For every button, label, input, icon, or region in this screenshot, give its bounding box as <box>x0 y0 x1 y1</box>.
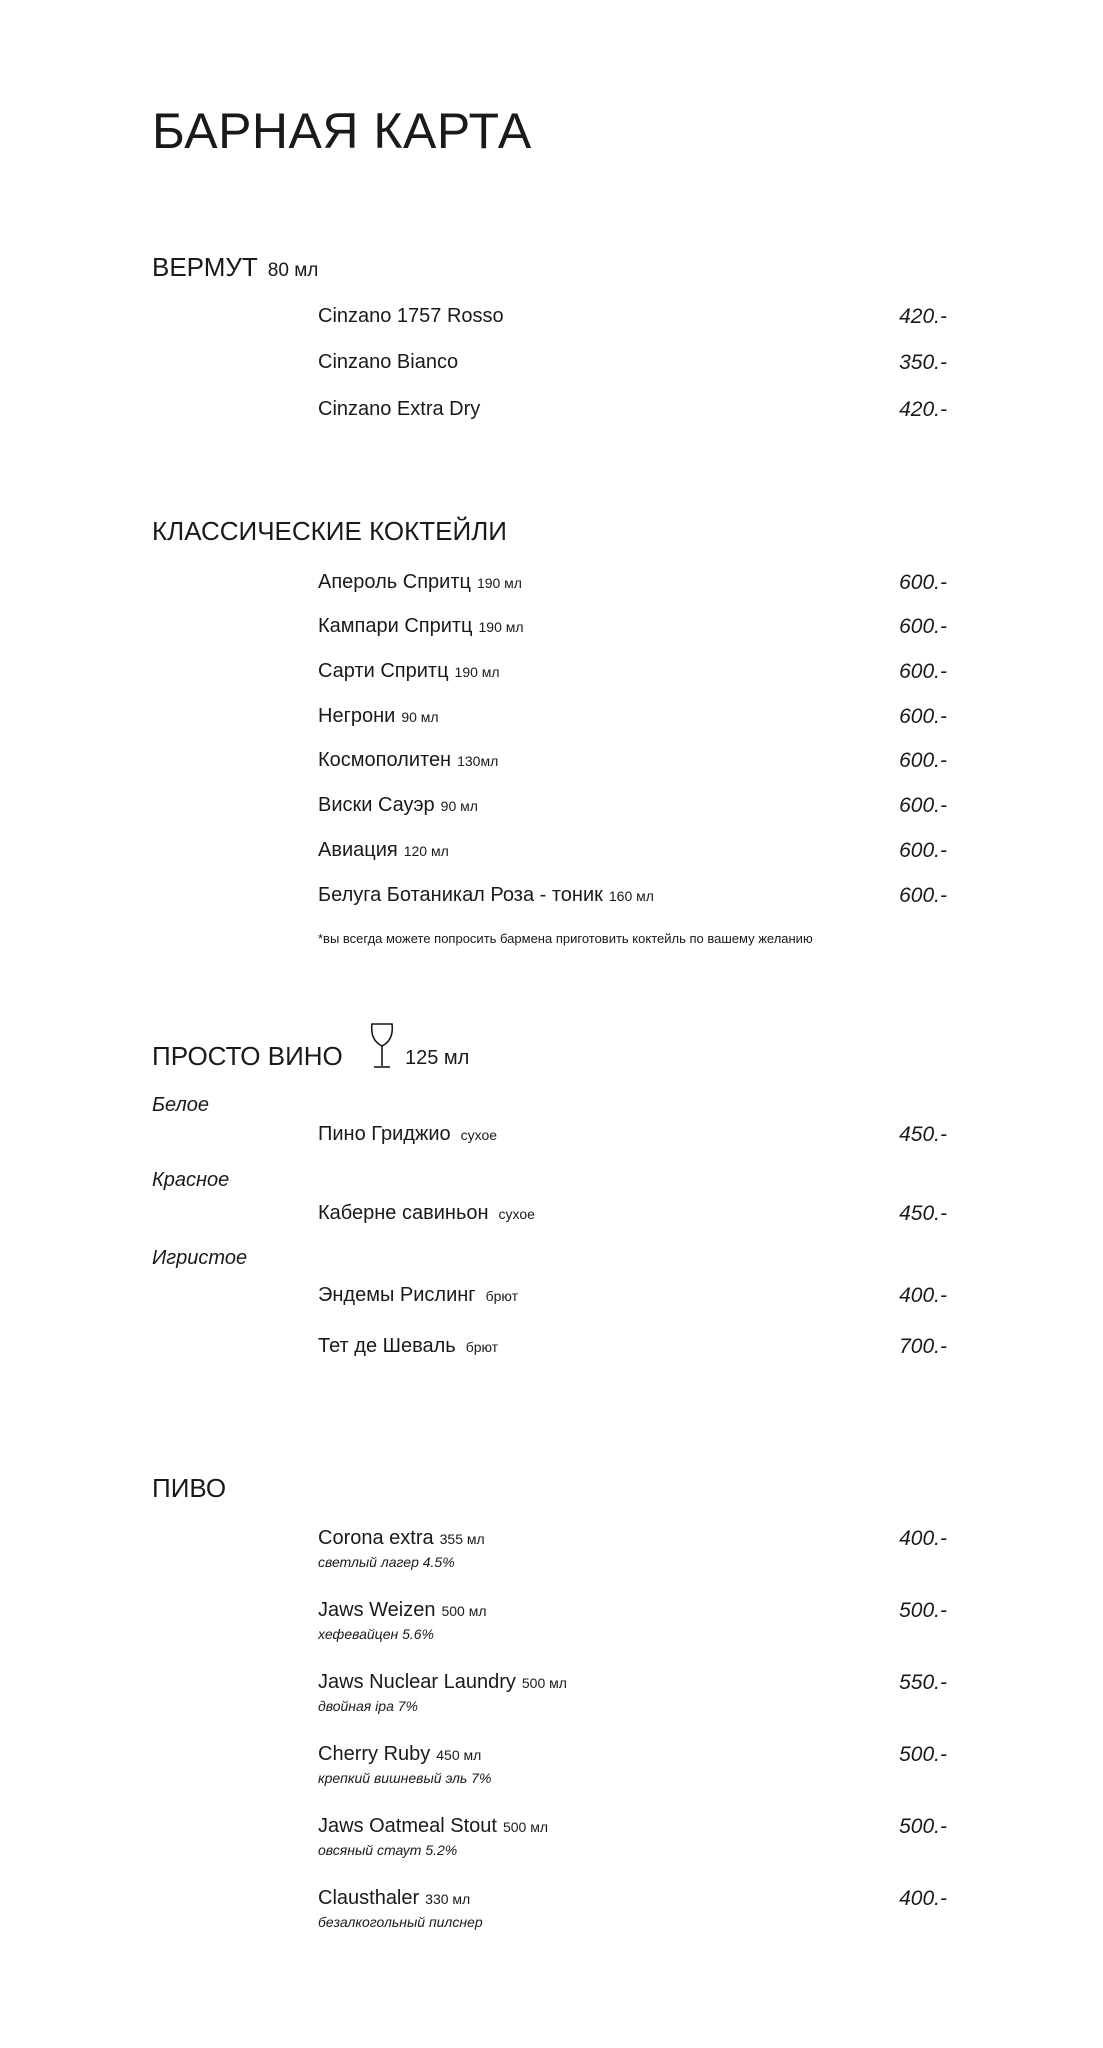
menu-item-name: Cinzano Extra Dry <box>318 398 481 420</box>
menu-item-name: Cinzano Bianco <box>318 351 459 373</box>
menu-item-name: Cinzano 1757 Rosso <box>318 305 504 327</box>
item-volume: 190 мл <box>478 619 524 635</box>
item-volume: 190 мл <box>454 664 500 680</box>
menu-item-price: 420.- <box>899 398 947 421</box>
menu-item-name: Clausthaler 330 мл <box>318 1887 471 1909</box>
beer-style: безалкогольный пилснер <box>318 1914 483 1930</box>
menu-item-name: Негрони 90 мл <box>318 705 439 727</box>
wine-category-label: Белое <box>152 1094 210 1116</box>
menu-item-price: 600.- <box>899 839 947 862</box>
menu-item-name: Jaws Oatmeal Stout 500 мл <box>318 1815 549 1837</box>
menu-item-name: Виски Сауэр 90 мл <box>318 794 478 816</box>
beer-style: двойная ipa 7% <box>318 1698 418 1714</box>
section-volume: 80 мл <box>267 260 319 281</box>
menu-item-name: Каберне савиньон сухое <box>318 1202 535 1224</box>
item-volume: 500 мл <box>441 1603 487 1619</box>
menu-item-name: Corona extra 355 мл <box>318 1527 485 1549</box>
wine-category-label: Игристое <box>152 1247 248 1269</box>
menu-item-price: 400.- <box>899 1284 947 1307</box>
beer-style: крепкий вишневый эль 7% <box>318 1770 492 1786</box>
item-volume: 90 мл <box>401 709 439 725</box>
menu-item-name: Эндемы Рислинг брют <box>318 1284 519 1306</box>
menu-item-name: Cherry Ruby 450 мл <box>318 1743 482 1765</box>
item-volume: 450 мл <box>436 1747 482 1763</box>
item-volume: 330 мл <box>425 1891 471 1907</box>
menu-item-price: 600.- <box>899 884 947 907</box>
menu-item-price: 500.- <box>899 1743 947 1766</box>
wine-category-label: Красное <box>152 1169 230 1191</box>
menu-item-price: 400.- <box>899 1887 947 1910</box>
beer-style: хефевайцен 5.6% <box>318 1626 434 1642</box>
menu-item-price: 600.- <box>899 794 947 817</box>
menu-item-price: 550.- <box>899 1671 947 1694</box>
beer-style: светлый лагер 4.5% <box>318 1554 455 1570</box>
wine-type: брют <box>485 1288 519 1304</box>
menu-item-price: 350.- <box>899 351 947 374</box>
menu-item-name: Сарти Спритц 190 мл <box>318 660 500 682</box>
section-volume: 125 мл <box>405 1047 470 1069</box>
menu-item-price: 500.- <box>899 1599 947 1622</box>
menu-item-name: Jaws Nuclear Laundry 500 мл <box>318 1671 567 1693</box>
menu-item-name: Космополитен 130мл <box>318 749 499 771</box>
cocktail-note: *вы всегда можете попросить бармена приготовить коктейль по вашему желанию <box>318 931 813 946</box>
page-title: БАРНАЯ КАРТА <box>152 103 532 159</box>
menu-item-name: Кампари Спритц 190 мл <box>318 615 524 637</box>
menu-item-price: 600.- <box>899 571 947 594</box>
beer-style: овсяный стаут 5.2% <box>318 1842 458 1858</box>
menu-item-price: 600.- <box>899 615 947 638</box>
item-volume: 130мл <box>457 753 499 769</box>
section-heading-beer: ПИВО <box>152 1473 227 1503</box>
menu-item-name: Тет де Шеваль брют <box>318 1335 499 1357</box>
menu-item-price: 400.- <box>899 1527 947 1550</box>
item-volume: 90 мл <box>440 798 478 814</box>
wine-glass-icon <box>369 1022 395 1072</box>
item-volume: 355 мл <box>439 1531 485 1547</box>
menu-item-price: 420.- <box>899 305 947 328</box>
menu-item-price: 450.- <box>899 1123 947 1146</box>
menu-item-name: Апероль Спритц 190 мл <box>318 571 522 593</box>
menu-item-name: Пино Гриджио сухое <box>318 1123 498 1145</box>
menu-item-name: Jaws Weizen 500 мл <box>318 1599 487 1621</box>
wine-type: сухое <box>460 1127 498 1143</box>
item-volume: 500 мл <box>521 1675 567 1691</box>
menu-item-price: 600.- <box>899 749 947 772</box>
menu-item-price: 500.- <box>899 1815 947 1838</box>
menu-item-price: 700.- <box>899 1335 947 1358</box>
menu-item-price: 600.- <box>899 660 947 683</box>
item-volume: 500 мл <box>502 1819 549 1835</box>
menu-item-name: Белуга Ботаникал Роза - тоник 160 мл <box>318 884 654 906</box>
item-volume: 190 мл <box>476 575 522 591</box>
menu-item-price: 450.- <box>899 1202 947 1225</box>
section-heading-label: ВЕРМУТ <box>152 252 258 282</box>
item-volume: 160 мл <box>608 888 654 904</box>
section-heading-cocktails: КЛАССИЧЕСКИЕ КОКТЕЙЛИ <box>152 516 507 546</box>
menu-item-name: Авиация 120 мл <box>318 839 449 861</box>
item-volume: 120 мл <box>403 843 449 859</box>
wine-type: сухое <box>498 1206 535 1222</box>
section-heading-wine: ПРОСТО ВИНО <box>152 1041 343 1071</box>
section-heading-vermouth <box>152 254 318 280</box>
wine-type: брют <box>465 1339 499 1355</box>
menu-item-price: 600.- <box>899 705 947 728</box>
